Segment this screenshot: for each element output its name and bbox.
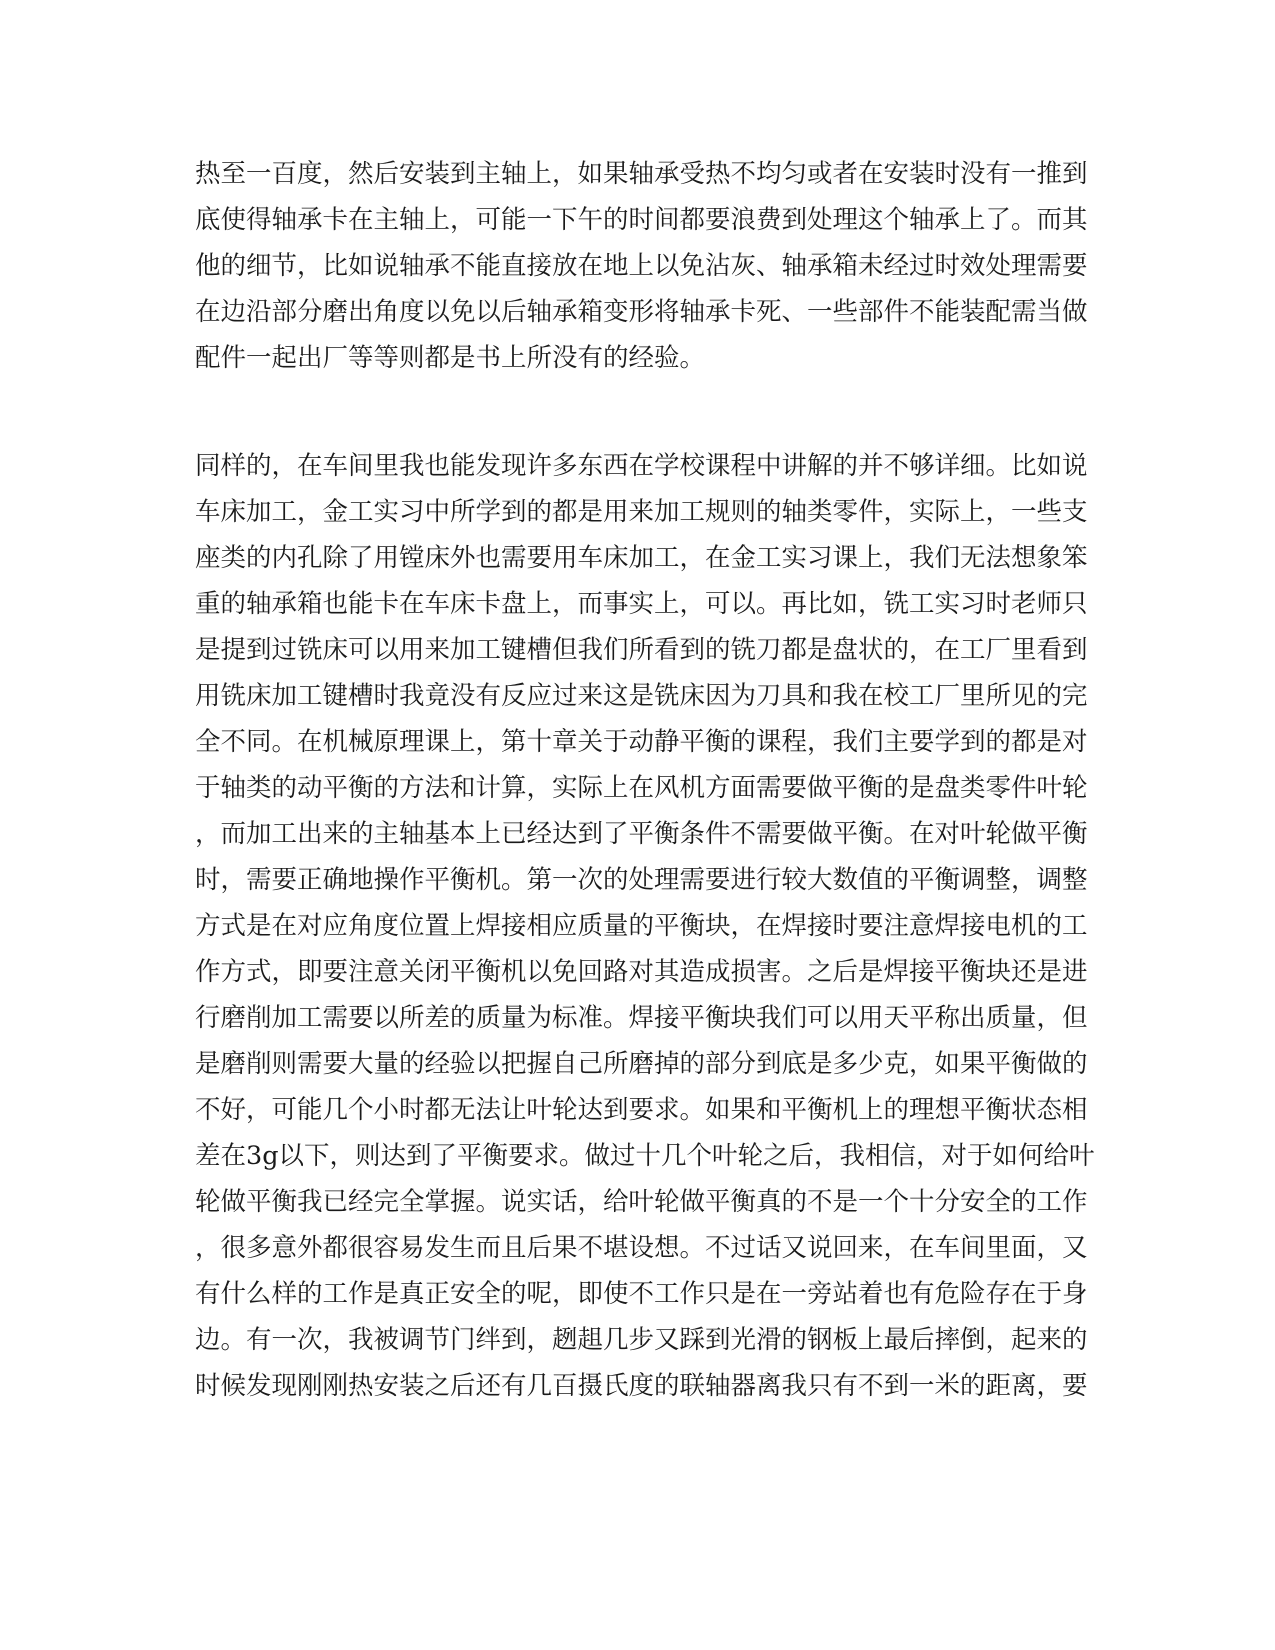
- text-line: 于轴类的动平衡的方法和计算，实际上在风机方面需要做平衡的是盘类零件叶轮: [195, 773, 1088, 803]
- text-line: ，很多意外都很容易发生而且后果不堪设想。不过话又说回来，在车间里面，又: [195, 1233, 1088, 1263]
- text-line: 座类的内孔除了用镗床外也需要用车床加工，在金工实习课上，我们无法想象笨: [195, 543, 1088, 573]
- text-line: 是磨削则需要大量的经验以把握自己所磨掉的部分到底是多少克，如果平衡做的: [195, 1049, 1088, 1079]
- text-line: 底使得轴承卡在主轴上，可能一下午的时间都要浪费到处理这个轴承上了。而其: [195, 205, 1088, 235]
- text-line: 行磨削加工需要以所差的质量为标准。焊接平衡块我们可以用天平称出质量，但: [195, 1003, 1088, 1033]
- text-line: 是提到过铣床可以用来加工键槽但我们所看到的铣刀都是盘状的，在工厂里看到: [195, 635, 1088, 665]
- text-line: 方式是在对应角度位置上焊接相应质量的平衡块，在焊接时要注意焊接电机的工: [195, 911, 1088, 941]
- text-line: ，而加工出来的主轴基本上已经达到了平衡条件不需要做平衡。在对叶轮做平衡: [195, 819, 1088, 849]
- text-line: 同样的，在车间里我也能发现许多东西在学校课程中讲解的并不够详细。比如说: [195, 451, 1088, 481]
- text-line: 时，需要正确地操作平衡机。第一次的处理需要进行较大数值的平衡调整，调整: [195, 865, 1088, 895]
- text-line: 作方式，即要注意关闭平衡机以免回路对其造成损害。之后是焊接平衡块还是进: [195, 957, 1088, 987]
- text-line: 时候发现刚刚热安装之后还有几百摄氏度的联轴器离我只有不到一米的距离，要: [195, 1371, 1088, 1401]
- text-line: 全不同。在机械原理课上，第十章关于动静平衡的课程，我们主要学到的都是对: [195, 727, 1088, 757]
- text-line: 热至一百度，然后安装到主轴上，如果轴承受热不均匀或者在安装时没有一推到: [195, 159, 1088, 189]
- text-line: 在边沿部分磨出角度以免以后轴承箱变形将轴承卡死、一些部件不能装配需当做: [195, 297, 1088, 327]
- text-line: 配件一起出厂等等则都是书上所没有的经验。: [195, 343, 706, 373]
- text-line: 重的轴承箱也能卡在车床卡盘上，而事实上，可以。再比如，铣工实习时老师只: [195, 589, 1088, 619]
- text-line: 用铣床加工键槽时我竟没有反应过来这是铣床因为刀具和我在校工厂里所见的完: [195, 681, 1088, 711]
- text-line: 差在3g以下，则达到了平衡要求。做过十几个叶轮之后，我相信，对于如何给叶: [195, 1141, 1095, 1171]
- text-line: 有什么样的工作是真正安全的呢，即使不工作只是在一旁站着也有危险存在于身: [195, 1279, 1088, 1309]
- text-line: 他的细节，比如说轴承不能直接放在地上以免沾灰、轴承箱未经过时效处理需要: [195, 251, 1088, 281]
- text-line: 不好，可能几个小时都无法让叶轮达到要求。如果和平衡机上的理想平衡状态相: [195, 1095, 1088, 1125]
- text-line: 边。有一次，我被调节门绊到，趔趄几步又踩到光滑的钢板上最后摔倒，起来的: [195, 1325, 1088, 1355]
- text-line: 车床加工，金工实习中所学到的都是用来加工规则的轴类零件，实际上，一些支: [195, 497, 1088, 527]
- text-line: 轮做平衡我已经完全掌握。说实话，给叶轮做平衡真的不是一个十分安全的工作: [195, 1187, 1088, 1217]
